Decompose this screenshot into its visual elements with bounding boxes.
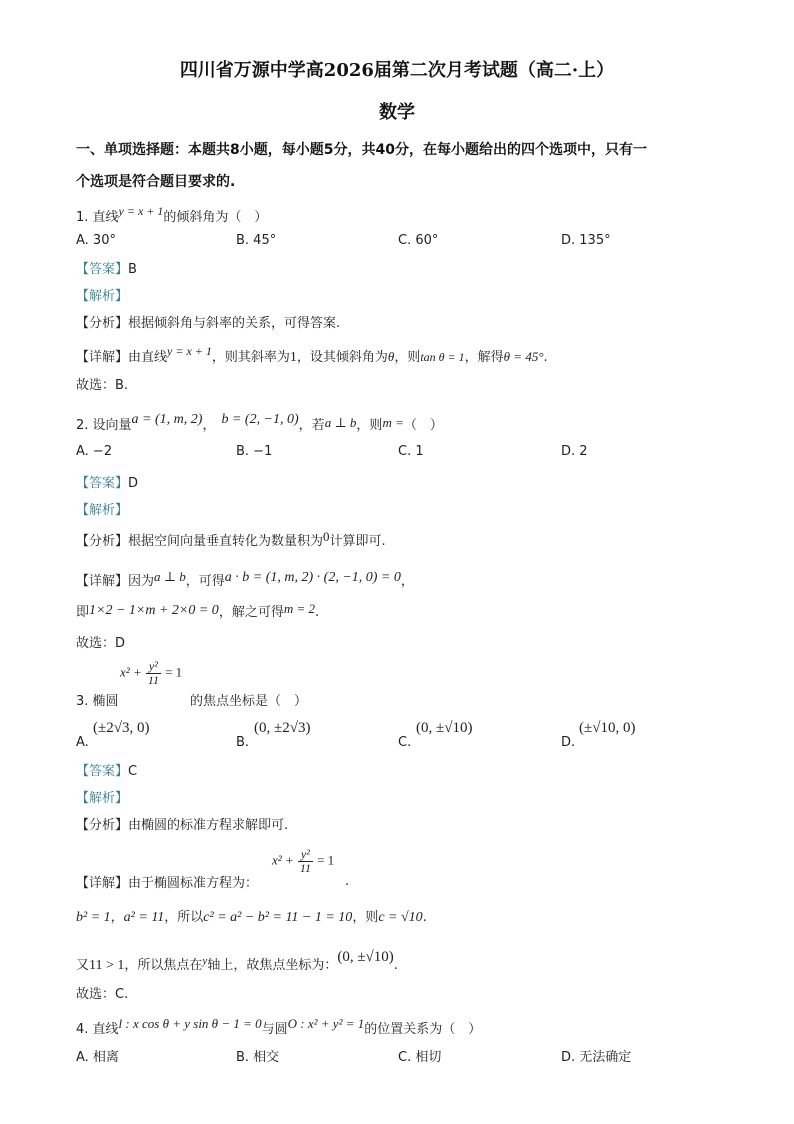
answer-label: 【答案】 — [76, 262, 129, 277]
q1-detail-text-2: ，则其斜率为 — [211, 350, 290, 365]
q3-conclusion: 故选：C. — [76, 987, 129, 1002]
q2-detail-text-3: ， — [400, 574, 414, 589]
q3-ellipse-equation — [120, 660, 182, 686]
q3-eq-rhs: = 1 — [165, 664, 183, 680]
q2-stem — [76, 414, 443, 434]
q3-detail-compare: 11 > 1 — [89, 958, 125, 973]
section-heading-line1: 一、单项选择题：本题共8小题，每小题5分，共40分，在每小题给出的四个选项中，只有一 — [76, 142, 647, 158]
q4-stem-prefix: 4. 直线 — [76, 1022, 119, 1037]
q3-detail-line3 — [76, 949, 398, 974]
q3-option-d-value: (±√10, 0) — [579, 720, 636, 736]
fenxi-label: 【分析】 — [76, 818, 129, 833]
q3-eq-fraction — [146, 660, 161, 686]
q3-detail3-text-4: . — [393, 958, 398, 973]
q2-fenxi-text-1: 根据空间向量垂直转化为数量积为 — [128, 534, 324, 549]
q3-detail3-text-2: ，所以焦点在 — [124, 958, 203, 973]
q3-detail2-text-2: ，所以 — [164, 910, 204, 925]
q4-option-d: D. 无法确定 — [561, 1050, 632, 1065]
q1-detail-text-3: ，设其倾斜角为 — [296, 350, 388, 365]
q4-stem-suffix: 的位置关系为（ ） — [364, 1022, 482, 1037]
q2-detail-text-2: ，可得 — [185, 574, 225, 589]
q1-stem-prefix: 1. 直线 — [76, 210, 119, 225]
q3-detail-c-squared: c² = a² − b² = 11 − 1 = 10 — [203, 910, 353, 925]
q3-detail2-text-4: . — [422, 910, 427, 925]
q4-line-equation: l : x cos θ + y sin θ − 1 = 0 — [118, 1016, 262, 1031]
q3-fenxi-text: 由椭圆的标准方程求解即可. — [128, 818, 289, 833]
q3-stem-suffix: 的焦点坐标是（ ） — [190, 694, 308, 709]
q1-stem-suffix: 的倾斜角为（ ） — [163, 210, 268, 225]
q2-stem-separator: ， — [202, 418, 216, 433]
q3-detail-eq-numerator: y² — [298, 848, 313, 862]
q3-eq-numerator: y² — [146, 660, 161, 674]
q1-detail-result: θ = 45° — [503, 349, 544, 364]
q2-option-c: C. 1 — [398, 444, 424, 459]
q2-fenxi — [76, 530, 386, 549]
answer-label: 【答案】 — [76, 764, 129, 779]
q1-detail-text-5: ，解得 — [464, 350, 504, 365]
q3-detail2-text-1: ， — [110, 910, 124, 925]
q2-vector-a: a = (1, m, 2) — [131, 412, 203, 427]
q4-stem — [76, 1018, 481, 1037]
q2-detail2-text-1: 即 — [76, 605, 90, 620]
q2-perpendicular: a ⊥ b — [324, 415, 357, 430]
q3-analysis-label: 【解析】 — [76, 791, 129, 806]
q2-option-a: A. −2 — [76, 444, 113, 459]
q4-circle-equation: O : x² + y² = 1 — [287, 1016, 365, 1031]
q3-detail3-text-1: 又 — [76, 958, 90, 973]
q3-fenxi — [76, 814, 288, 833]
q3-option-a-value: (±2√3, 0) — [93, 720, 150, 736]
q4-option-a: A. 相离 — [76, 1050, 119, 1065]
q3-stem-prefix: 3. 椭圆 — [76, 694, 119, 709]
q3-detail-dot: . — [345, 874, 350, 889]
subject-title: 数学 — [379, 102, 415, 123]
q3-answer-value: C — [128, 764, 138, 779]
q3-detail-line1 — [76, 872, 258, 891]
q1-answer — [76, 258, 137, 277]
q3-option-c-value: (0, ±√10) — [416, 720, 473, 736]
q1-option-c: C. 60° — [398, 233, 439, 248]
q1-detail-line-equation: y = x + 1 — [167, 344, 212, 358]
q3-answer — [76, 760, 137, 779]
q3-option-c-letter: C. — [398, 735, 412, 750]
q4-stem-mid: 与圆 — [261, 1022, 288, 1037]
detail-label: 【详解】 — [76, 350, 129, 365]
detail-label: 【详解】 — [76, 574, 129, 589]
q2-m-equals: m = — [382, 415, 404, 430]
q4-option-b: B. 相交 — [236, 1050, 280, 1065]
q1-detail-text-6: . — [543, 350, 548, 365]
q1-fenxi-text: 根据倾斜角与斜率的关系，可得答案. — [128, 316, 341, 331]
q2-answer — [76, 472, 138, 491]
q1-answer-value: B — [128, 262, 137, 277]
q2-stem-mid: ，若 — [298, 418, 325, 433]
q4-option-c: C. 相切 — [398, 1050, 442, 1065]
q2-detail2-result: m = 2 — [283, 601, 315, 616]
answer-label: 【答案】 — [76, 476, 129, 491]
q3-eq-denominator: 11 — [147, 672, 159, 687]
q1-option-b: B. 45° — [236, 233, 277, 248]
q1-detail-text-1: 由直线 — [128, 350, 168, 365]
fenxi-label: 【分析】 — [76, 534, 129, 549]
q2-detail2-equation: 1×2 − 1×m + 2×0 = 0 — [89, 603, 219, 618]
q2-detail-line2 — [76, 601, 319, 621]
q3-detail-y-axis: y — [202, 955, 208, 967]
q3-detail-eq-denominator: 11 — [299, 860, 311, 875]
q3-detail-eq-rhs: = 1 — [317, 852, 335, 868]
q2-conclusion: 故选：D — [76, 636, 126, 651]
q1-fenxi — [76, 312, 340, 331]
q2-option-d: D. 2 — [561, 444, 588, 459]
q3-option-b-value: (0, ±2√3) — [254, 720, 311, 736]
q3-option-b-letter: B. — [236, 735, 250, 750]
q3-detail-focus-coords: (0, ±√10) — [337, 949, 394, 965]
q2-fenxi-text-2: 计算即可. — [329, 534, 386, 549]
exam-title: 四川省万源中学高2026届第二次月考试题（高二·上） — [179, 60, 615, 81]
q2-detail-perp: a ⊥ b — [154, 569, 186, 584]
q1-stem — [76, 206, 267, 225]
q2-detail-dot-product: a · b = (1, m, 2) · (2, −1, 0) = 0 — [224, 570, 401, 585]
q1-detail-slope: 1 — [289, 350, 297, 365]
section-heading-line2: 个选项是符合题目要求的. — [76, 174, 236, 190]
q2-stem-mid2: ，则 — [356, 418, 383, 433]
q3-detail-text-1: 由于椭圆标准方程为： — [128, 876, 259, 891]
q3-detail-equation — [272, 848, 334, 874]
q3-option-d-letter: D. — [561, 735, 576, 750]
fenxi-label: 【分析】 — [76, 316, 129, 331]
q1-option-d: D. 135° — [561, 233, 611, 248]
q1-option-a: A. 30° — [76, 233, 116, 248]
q1-detail-text-4: ，则 — [394, 350, 421, 365]
q2-stem-prefix: 2. 设向量 — [76, 418, 132, 433]
q3-detail3-text-3: 轴上，故焦点坐标为： — [207, 958, 338, 973]
q3-detail-eq-x-term: x² + — [272, 852, 294, 868]
q2-detail2-text-2: ，解之可得 — [218, 605, 284, 620]
q3-detail-line2 — [76, 906, 427, 926]
q2-stem-suffix: （ ） — [403, 418, 443, 433]
q3-detail-b-squared: b² = 1 — [76, 910, 111, 925]
q2-detail2-text-3: . — [315, 605, 320, 620]
q2-answer-value: D — [128, 476, 139, 491]
q3-detail-a-squared: a² = 11 — [123, 910, 165, 925]
q1-conclusion: 故选：B. — [76, 378, 129, 393]
q2-option-b: B. −1 — [236, 444, 273, 459]
q3-detail-c-value: c = √10 — [378, 910, 423, 925]
q2-vector-b: b = (2, −1, 0) — [221, 412, 299, 427]
q1-analysis-label: 【解析】 — [76, 289, 129, 304]
q2-fenxi-zero: 0 — [323, 529, 330, 544]
q1-detail-tan: tan θ = 1 — [420, 350, 465, 364]
detail-label: 【详解】 — [76, 876, 129, 891]
q1-detail-theta: θ — [387, 349, 395, 364]
q1-detail — [76, 346, 548, 366]
q3-detail-eq-fraction — [298, 848, 313, 874]
q2-analysis-label: 【解析】 — [76, 503, 129, 518]
q3-eq-x-term: x² + — [120, 664, 142, 680]
q2-detail-text-1: 因为 — [128, 574, 155, 589]
q3-option-a-letter: A. — [76, 735, 89, 750]
q2-detail-line1 — [76, 570, 414, 590]
q1-stem-equation: y = x + 1 — [118, 204, 164, 218]
q3-detail2-text-3: ，则 — [352, 910, 379, 925]
